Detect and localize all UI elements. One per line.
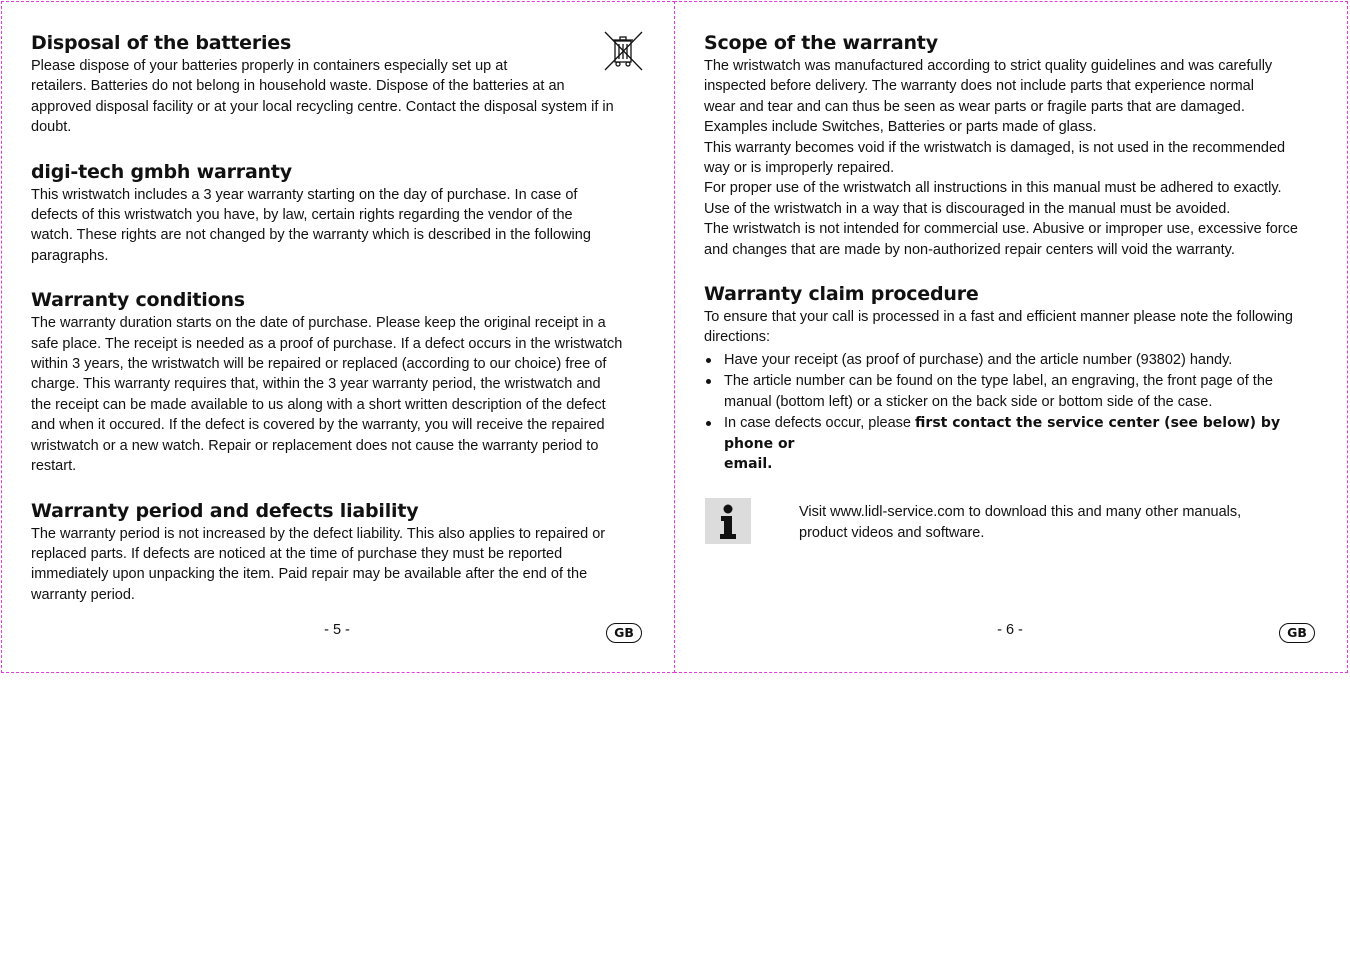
section-digitech-warranty xyxy=(31,161,647,267)
list-item: The article number can be found on the type label, an engraving, the front page of the manual (bottom left) or a sticker on the back side or bottom side of the case. xyxy=(704,371,1320,412)
claim-bullet-list xyxy=(704,350,1320,474)
heading-digitech-warranty: digi-tech gmbh warranty xyxy=(31,160,292,183)
left-page xyxy=(1,1,675,673)
page-number: - 6 - xyxy=(997,622,1023,638)
country-badge: GB xyxy=(606,623,642,643)
paragraph-digitech-warranty: This wristwatch includes a 3 year warranty starting on the day of purchase. In case of defects of this wristwatch you have, by law, certain rights regarding the vendor of the watch. These rights are not changed by the warranty which is described in the following paragraphs. xyxy=(31,186,591,264)
list-item: Have your receipt (as proof of purchase) and the article number (93802) handy. xyxy=(704,350,1320,370)
section-warranty-period xyxy=(31,500,647,606)
left-page-content xyxy=(31,32,647,628)
heading-claim-procedure: Warranty claim procedure xyxy=(704,283,979,306)
heading-warranty-scope: Scope of the warranty xyxy=(704,32,938,54)
right-page-content xyxy=(704,32,1320,548)
section-battery-disposal xyxy=(31,32,647,138)
paragraph-warranty-scope: The wristwatch was manufactured according to strict quality guidelines and was carefully inspected before delivery. The warranty does not include parts that experience normal wear and tear and can thus be seen as wear parts or fragile parts that are damaged. Examples include Switches, Batteries or parts made of glass. This warranty becomes void if the wristwatch is damaged, is not used in the recommended way or is improperly repaired. For proper use of the wristwatch all instructions in this manual must be adhered to exactly. Use of the wristwatch in a way that is discouraged in the manual must be avoided. The wristwatch is not intended for commercial use. Abusive or improper use, excessive force and changes that are made by non-authorized repair centers will void the warranty. xyxy=(704,58,1298,258)
section-claim-procedure xyxy=(704,283,1320,474)
heading-warranty-period: Warranty period and defects liability xyxy=(31,499,419,522)
paragraph-warranty-period: The warranty period is not increased by the defect liability. This also applies to repaired or replaced parts. If defects are noticed at the time of purchase they must be reported immediately upon unpacking the item. Paid repair may be available after the end of the warranty period. xyxy=(31,525,606,603)
section-warranty-scope xyxy=(704,32,1320,260)
info-icon xyxy=(705,498,751,544)
heading-battery-disposal: Disposal of the batteries xyxy=(31,32,292,54)
list-item: In case defects occur, please first contact the service center (see below) by phone or email. xyxy=(704,413,1320,474)
paragraph-claim-intro: To ensure that your call is processed in a fast and efficient manner please note the following directions: xyxy=(704,309,1293,346)
info-text: Visit www.lidl-service.com to download this and many other manuals, product videos and software. xyxy=(799,504,1242,541)
paragraph-warranty-conditions: The warranty duration starts on the date of purchase. Please keep the original receipt in a safe place. The receipt is needed as a proof of purchase. If a defect occurs in the wristwatch within 3 years, the wristwatch will be repaired or replaced (according to our choice) free of charge. This warranty requires that, within the 3 year warranty period, the wristwatch and the receipt can be made available to us along with a short written description of the defect and when it occured. If the defect is covered by the warranty, you will receive the repaired wristwatch or a new watch. Repair or replacement does not cause the warranty period to restart. xyxy=(31,315,623,475)
heading-warranty-conditions: Warranty conditions xyxy=(31,289,245,312)
country-badge: GB xyxy=(1279,623,1315,643)
info-box xyxy=(704,498,1320,548)
page-number: - 5 - xyxy=(324,622,350,638)
right-page xyxy=(674,1,1348,673)
paragraph-battery-disposal: Please dispose of your batteries properly in containers especially set up at retailers. Batteries do not belong in household waste. Dispose of the batteries at an approved disposal facility or at your local recycling centre. Contact the disposal system if in doubt. xyxy=(31,58,614,136)
section-warranty-conditions xyxy=(31,289,647,476)
